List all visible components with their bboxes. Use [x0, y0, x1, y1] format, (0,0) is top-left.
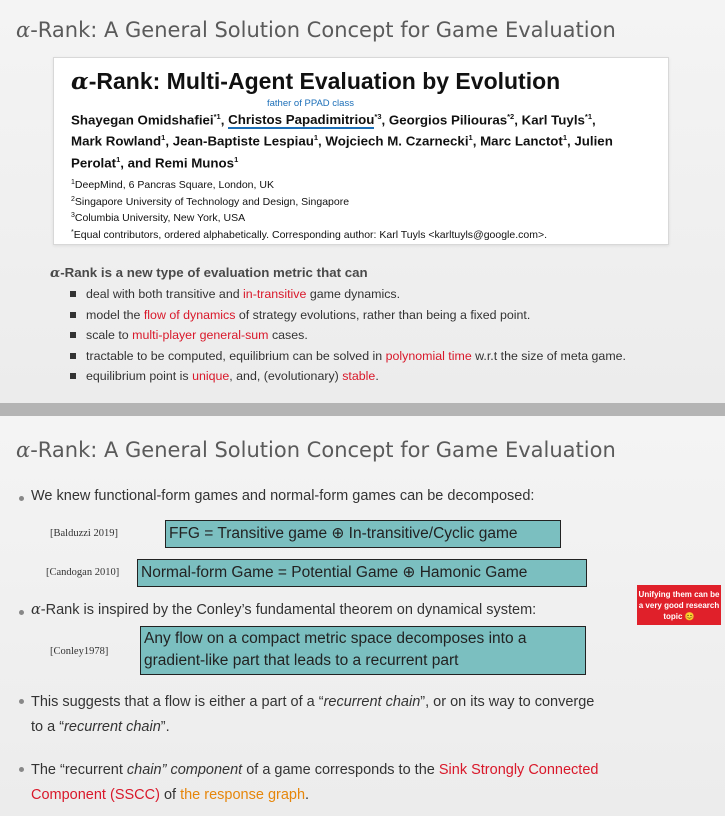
- square-bullet-icon: [70, 353, 76, 359]
- square-bullet-icon: [70, 312, 76, 318]
- paper-header-image: [53, 57, 669, 245]
- paper-authors: Shayegan Omidshafiei$^{*1}$, Christos Papadimitriou$^{*3}$, Georgios Piliouras$^{*2}$, Karl Tuyls$^{*1}$, Mark Rowland$^1$, Jean-Baptiste Lespiau$^1$, Wojciech M. Czarnecki$^1$, Marc Lanctot$^1$, Julien Perolat$^1$, and Remi Munos$^1$: [71, 112, 613, 171]
- citation-balduzzi: [Balduzzi 2019]: [50, 528, 118, 539]
- research-topic-badge: Unifying them can be a very good research topic 😊: [637, 585, 721, 625]
- conley-theorem-box: Any flow on a compact metric space decomposes into a gradient-like part that leads to a recurrent part: [140, 626, 586, 675]
- summary-lead: α-Rank is a new type of evaluation metric that can: [50, 265, 368, 281]
- list-item: scale to multi-player general-sum cases.: [70, 325, 626, 346]
- citation-conley: [Conley1978]: [50, 646, 109, 657]
- square-bullet-icon: [70, 332, 76, 338]
- bullet-dot-icon: [19, 767, 24, 772]
- square-bullet-icon: [70, 373, 76, 379]
- slide-divider: [0, 403, 725, 416]
- slide-2-title: α-Rank: A General Solution Concept for Game Evaluation: [16, 438, 616, 462]
- feature-list: [70, 284, 626, 387]
- slide-1-title: α-Rank: A General Solution Concept for Game Evaluation: [16, 18, 616, 42]
- slide-1: [0, 0, 725, 403]
- list-item: model the flow of dynamics of strategy evolutions, rather than being a fixed point.: [70, 305, 626, 326]
- list-item: tractable to be computed, equilibrium can be solved in polynomial time w.r.t the size of meta game.: [70, 346, 626, 367]
- author-annotation: father of PPAD class: [267, 98, 354, 109]
- bullet-dot-icon: [19, 699, 24, 704]
- slide-2: [0, 416, 725, 816]
- affiliation: $^1$DeepMind, 6 Pancras Square, London, UK: [71, 179, 274, 191]
- list-item: deal with both transitive and in-transitive game dynamics.: [70, 284, 626, 305]
- point-recurrent-chain: This suggests that a flow is either a part of a “recurrent chain”, or on its way to converge to a “recurrent chain”.: [31, 694, 595, 735]
- citation-candogan: [Candogan 2010]: [46, 567, 120, 578]
- affiliation: $^2$Singapore University of Technology and Design, Singapore: [71, 195, 350, 208]
- list-item: equilibrium point is unique, and, (evolutionary) stable.: [70, 366, 626, 387]
- affiliation: *Equal contributors, ordered alphabetically. Corresponding author: Karl Tuyls <karltuyls@google.com>.: [71, 228, 548, 241]
- point-conley: α-Rank is inspired by the Conley’s fundamental theorem on dynamical system:: [31, 602, 537, 618]
- highlighted-author: Christos Papadimitriou: [228, 112, 375, 128]
- point-sscc: The “recurrent chain” component of a game corresponds to the Sink Strongly Connected Component (SSCC) of the response graph.: [31, 762, 599, 803]
- bullet-dot-icon: [19, 610, 24, 615]
- ffg-decomposition-box: FFG = Transitive game ⊕ In-transitive/Cyclic game: [165, 520, 561, 548]
- bullet-dot-icon: [19, 496, 24, 501]
- point-decomposition: We knew functional-form games and normal-form games can be decomposed:: [31, 488, 535, 504]
- affiliation: $^3$Columbia University, New York, USA: [71, 212, 246, 224]
- square-bullet-icon: [70, 291, 76, 297]
- paper-title: α-Rank: Multi-Agent Evaluation by Evolution: [71, 68, 561, 95]
- normal-form-decomposition-box: Normal-form Game = Potential Game ⊕ Hamonic Game: [137, 559, 587, 587]
- paper-affiliations: [71, 176, 547, 242]
